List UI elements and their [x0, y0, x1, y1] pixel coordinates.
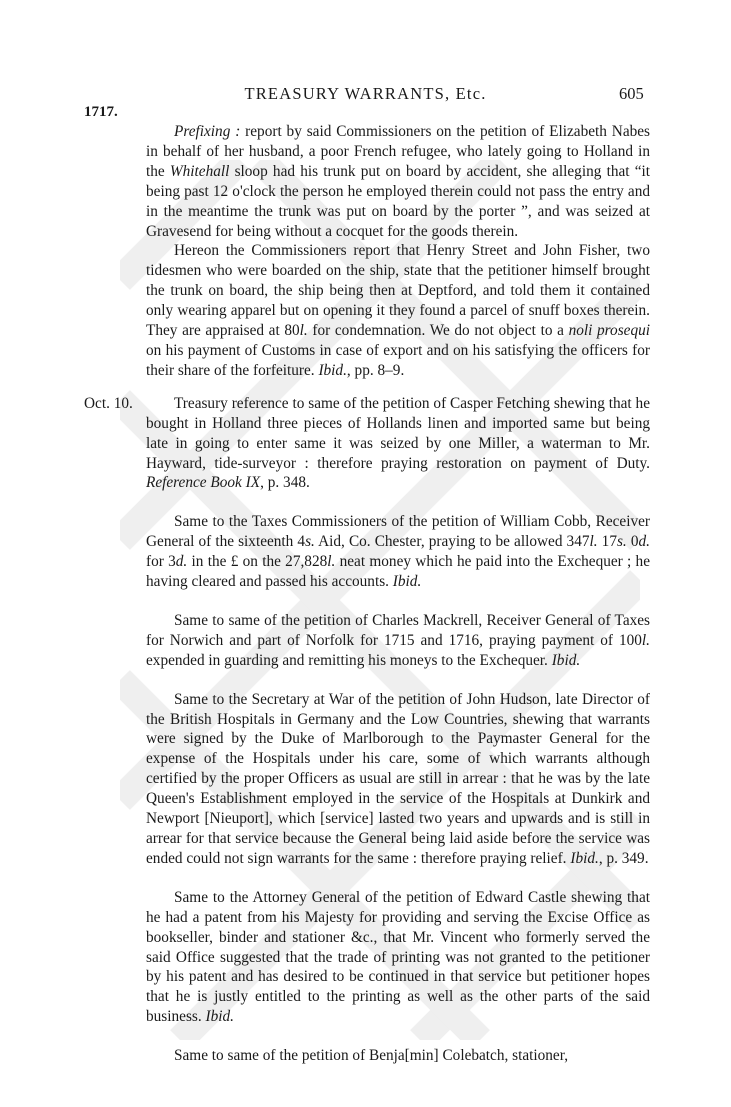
entry-charles-mackrell: Same to same of the petition of Charles Mackrell, Receiver General of Taxes for Norwich and part of Norfolk for 1715 and 1716, praying payment of 100l. expended in guarding and remitting his moneys to the Exchequer. Ibid.	[146, 611, 650, 669]
prefixing-lead: Prefixing :	[174, 123, 241, 140]
paragraph-prefixing: Prefixing : report by said Commissioners on the petition of Elizabeth Nabes in behalf of her husband, a poor French refugee, who lately going to Holland in the Whitehall sloop had his trunk put on board by accident, she alleging that “it being past 12 o'clock the person he employed therein could not pass the entry and in the meantime the trunk was put on board by the porter ”, and was seized at Gravesend for being without a cocquet for the goods therein.	[146, 123, 650, 240]
page-number: 605	[619, 84, 644, 103]
entry-edward-castle: Same to the Attorney General of the petition of Edward Castle shewing that he had a patent from his Majesty for providing and serving the Excise Office as bookseller, binder and stationer &c., that Mr. Vincent who formerly served the said Office suggested that the trade of printing was not granted to the petitioner by his patent and has desired to be continued in that service but petitioner hopes that he is justly entitled to the printing as well as the other parts of the said business. Ibid.	[146, 888, 650, 1026]
margin-year: 1717.	[84, 104, 118, 120]
margin-date: Oct. 10.	[84, 394, 133, 412]
paragraph-commissioners-report: Hereon the Commissioners report that Henry Street and John Fisher, two tidesmen who were boarded on the ship, state that the petitioner himself brought the trunk on board, the ship being then at Deptford, and told them it contained only wearing apparel but on opening it they found a parcel of snuff boxes therein. They are appraised at 80l. for condemnation. We do not object to a noli prosequi on his payment of Customs in case of export and on his satisfying the officers for their share of the forfeiture. Ibid., pp. 8–9.	[146, 242, 650, 379]
entry-benjamin-colebatch: Same to same of the petition of Benja[min] Colebatch, stationer,	[174, 1047, 569, 1065]
entry-casper-fetching: Oct. 10. Treasury reference to same of the petition of Casper Fetching shewing that he bought in Holland three pieces of Hollands linen and imported same but being late in going to enter same it was seized by one Miller, a waterman to Mr. Hayward, tide-surveyor : therefore praying restoration on payment of Duty. Reference Book IX, p. 348.	[84, 394, 650, 492]
body-text	[84, 122, 650, 1066]
running-header-title: TREASURY WARRANTS, Etc.	[244, 84, 487, 103]
entry-john-hudson: Same to the Secretary at War of the petition of John Hudson, late Director of the British Hospitals in Germany and the Low Countries, shewing that warrants were signed by the Duke of Marlborough to the Paymaster General for the expense of the Hospitals under his care, some of which warrants although certified by the proper Officers as usual are still in arrear : that he was by the late Queen's Establishment employed in the service of the Hospitals at Dunkirk and Newport [Nieuport], which [service] lasted two years and upwards and is still in arrear for that service because the General being laid aside before the service was ended could not sign warrants for the same : therefore praying relief. Ibid., p. 349.	[146, 690, 650, 867]
entry-william-cobb: Same to the Taxes Commissioners of the petition of William Cobb, Receiver General of the sixteenth 4s. Aid, Co. Chester, praying to be allowed 347l. 17s. 0d. for 3d. in the £ on the 27,828l. neat money which he paid into the Exchequer ; he having cleared and passed his accounts. Ibid.	[146, 513, 650, 591]
